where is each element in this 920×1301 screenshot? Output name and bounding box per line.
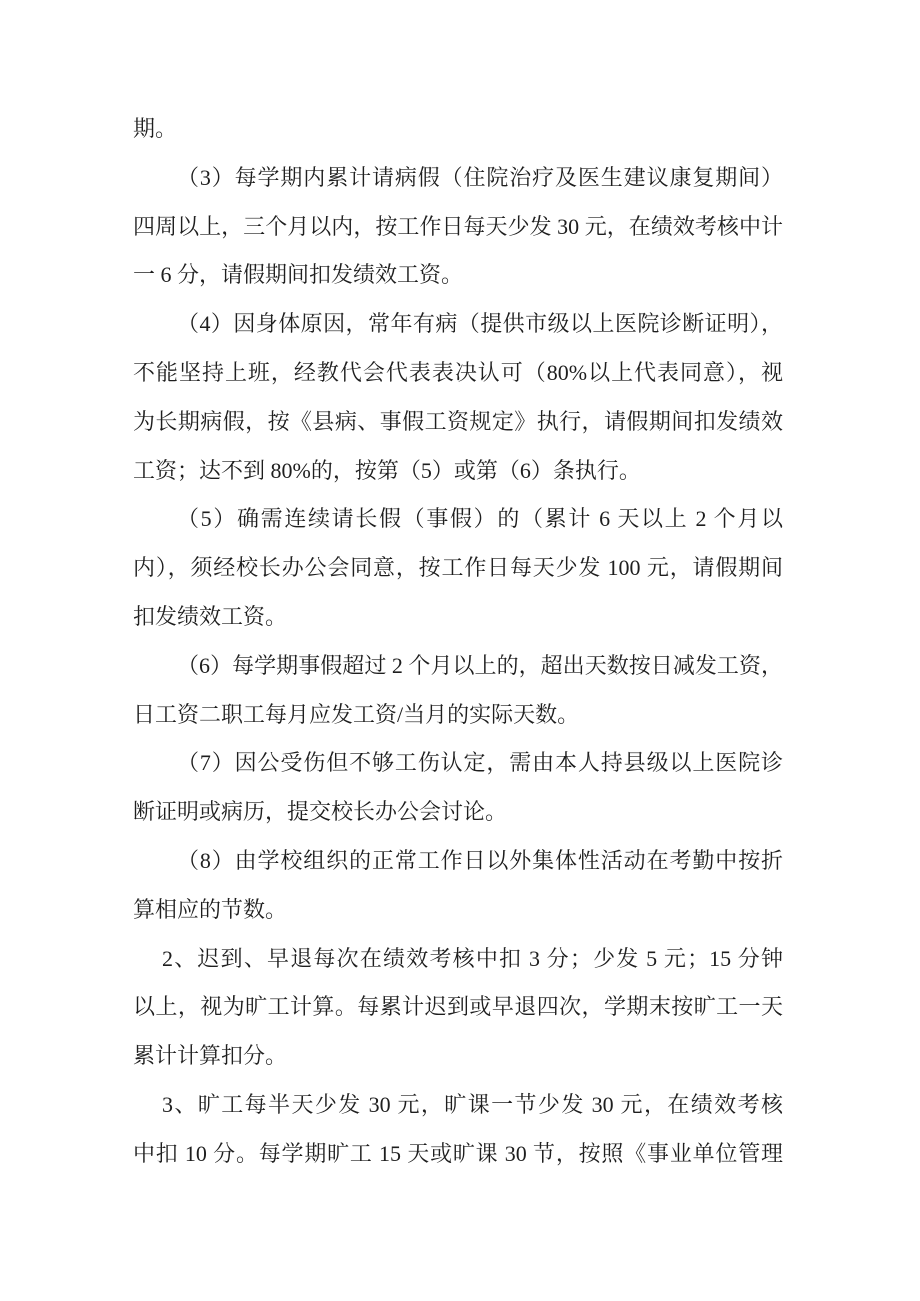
text-line: （6）每学期事假超过 2 个月以上的，超出天数按日减发工资， [177, 652, 783, 678]
text-line: 四周以上，三个月以内，按工作日每天少发 30 元，在绩效考核中计 [133, 213, 783, 239]
text-line: 一 6 分，请假期间扣发绩效工资。 [133, 262, 464, 288]
text-line: 2、迟到、早退每次在绩效考核中扣 3 分；少发 5 元；15 分钟 [162, 945, 783, 971]
text-line: 日工资二职工每月应发工资/当月的实际天数。 [133, 701, 580, 727]
text-line: 内），须经校长办公会同意，按工作日每天少发 100 元，请假期间 [133, 555, 783, 581]
text-line: 不能坚持上班，经教代会代表表决认可（80%以上代表同意），视 [133, 359, 783, 385]
text-line: （4）因身体原因，常年有病（提供市级以上医院诊断证明）， [177, 311, 783, 337]
text-line: 为长期病假，按《县病、事假工资规定》执行，请假期间扣发绩效 [133, 408, 783, 434]
text-line: 3、旷工每半天少发 30 元，旷课一节少发 30 元，在绩效考核 [162, 1091, 783, 1117]
text-line: 中扣 10 分。每学期旷工 15 天或旷课 30 节，按照《事业单位管理 [133, 1140, 783, 1166]
text-line: 断证明或病历，提交校长办公会讨论。 [133, 799, 508, 825]
text-line: 扣发绩效工资。 [133, 603, 288, 629]
document-body [133, 105, 783, 1179]
text-line: （5）确需连续请长假（事假）的（累计 6 天以上 2 个月以 [177, 506, 783, 532]
text-line: 以上，视为旷工计算。每累计迟到或早退四次，学期末按旷工一天 [133, 994, 783, 1020]
text-line: 算相应的节数。 [133, 896, 288, 922]
text-line: 累计计算扣分。 [133, 1043, 288, 1069]
text-line: 期。 [133, 116, 178, 141]
text-line: 工资；达不到 80%的，按第（5）或第（6）条执行。 [133, 457, 641, 483]
text-line: （3）每学期内累计请病假（住院治疗及医生建议康复期间） [177, 164, 783, 190]
text-line: （8）由学校组织的正常工作日以外集体性活动在考勤中按折 [177, 847, 783, 873]
text-line: （7）因公受伤但不够工伤认定，需由本人持县级以上医院诊 [177, 750, 783, 776]
